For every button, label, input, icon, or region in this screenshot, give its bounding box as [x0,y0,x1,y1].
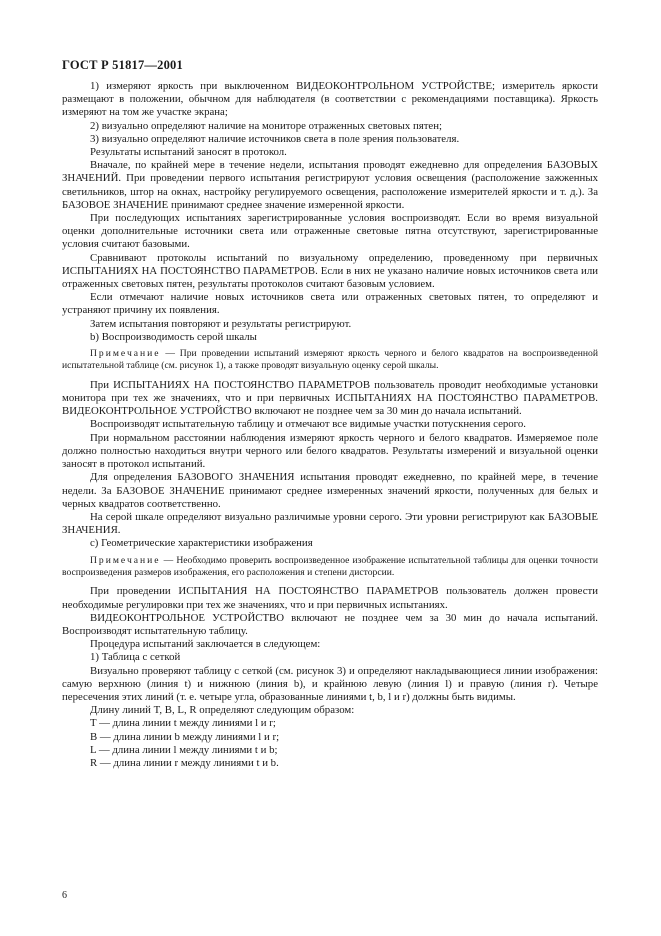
paragraph: При нормальном расстоянии наблюдения измеряют яркость черного и белого квадратов. Измеряемое поле должно полностью находиться внутри черного или белого квадратов. Результаты измерений и визуальной оценки заносят в протокол испытаний. [62,431,598,471]
note-label: Примечание [90,554,161,566]
list-heading: 1) Таблица с сеткой [90,651,181,664]
document-body [62,80,598,770]
paragraph: При проведении ИСПЫТАНИЯ НА ПОСТОЯНСТВО ПАРАМЕТРОВ пользователь должен провести необходимые регулировки при тех же значениях, что и при первичных испытаниях. [62,585,598,611]
paragraph: Сравнивают протоколы испытаний по визуальному определению, проведенному при первичных ИСПЫТАНИЯХ НА ПОСТОЯНСТВО ПАРАМЕТРОВ. Если в них не указано наличие новых источников света или отраженных световых пятен, результаты протоколов считают базовым условием. [62,251,598,291]
paragraph: Если отмечают наличие новых источников света или отраженных световых пятен, то определяют и устраняют причину их появления. [62,291,598,317]
paragraph: ВИДЕОКОНТРОЛЬНОЕ УСТРОЙСТВО включают не позднее чем за 30 мин до начала испытаний. Воспроизводят испытательную таблицу. [62,611,598,637]
paragraph: Визуально проверяют таблицу с сеткой (см. рисунок 3) и определяют накладывающиеся линии изображения: самую верхнюю (линия t) и нижнюю (линия b), и крайнюю левую (линия l) и правую (линия r). Четыре пересечения этих линий (т. е. четыре угла, образованные линиями t, b, l и r) должны быть видимы. [62,664,598,703]
paragraph: 3) визуально определяют наличие источников света в поле зрения пользователя. [90,132,460,145]
note [62,348,598,373]
definition-item: B — длина линии b между линиями l и r; [90,730,280,743]
paragraph: Процедура испытаний заключается в следующем: [90,638,321,651]
paragraph: На серой шкале определяют визуально различимые уровни серого. Эти уровни регистрируют как БАЗОВЫЕ ЗНАЧЕНИЯ. [62,510,598,537]
paragraph: Длину линий T, B, L, R определяют следующим образом: [90,704,355,717]
paragraph: Результаты испытаний заносят в протокол. [90,146,287,159]
paragraph: 2) визуально определяют наличие на мониторе отраженных световых пятен; [90,119,442,132]
note-text: — При проведении испытаний измеряют яркость черного и белого квадратов на воспроизведенной испытательной таблице (см. рисунок 1), а также проводят визуальную оценку серой шкалы. [62,348,598,372]
definition-item: T — длина линии t между линиями l и r; [90,717,276,730]
paragraph: При ИСПЫТАНИЯХ НА ПОСТОЯНСТВО ПАРАМЕТРОВ пользователь проводит необходимые установки монитора при тех же значениях, что и при первичных ИСПЫТАНИЯХ НА ПОСТОЯНСТВО ПАРАМЕТРОВ. ВИДЕОКОНТРОЛЬНОЕ УСТРОЙСТВО включают не позднее чем за 30 мин до начала испытаний. [62,378,598,418]
paragraph: При последующих испытаниях зарегистрированные условия воспроизводят. Если во время визуальной оценки дополнительные источники света или отраженные световые пятна отсутствуют, зарегистрированные условия считают базовыми. [62,212,598,251]
definition-item: L — длина линии l между линиями t и b; [90,743,278,756]
paragraph: Затем испытания повторяют и результаты регистрируют. [90,317,352,330]
note-label: Примечание [90,348,161,360]
note [62,555,598,580]
subsection-heading: b) Воспроизводимость серой шкалы [90,330,257,343]
paragraph: 1) измеряют яркость при выключенном ВИДЕОКОНТРОЛЬНОМ УСТРОЙСТВЕ; измеритель яркости размещают в положении, обычном для наблюдателя (в соответствии с рекомендациями поставщика). Яркость измеряют на том же участке экрана; [62,80,598,119]
definition-item: R — длина линии r между линиями t и b. [90,756,279,769]
page-number: 6 [62,890,67,901]
paragraph: Для определения БАЗОВОГО ЗНАЧЕНИЯ испытания проводят ежедневно, по крайней мере, в течение недели. За БАЗОВОЕ ЗНАЧЕНИЕ принимают среднее измеренных значений яркости, полученных для белых и черных квадратов соответственно. [62,471,598,510]
paragraph: Воспроизводят испытательную таблицу и отмечают все видимые участки потускнения серого. [90,418,526,431]
subsection-heading: c) Геометрические характеристики изображения [90,537,313,550]
paragraph: Вначале, по крайней мере в течение недели, испытания проводят ежедневно для определения БАЗОВЫХ ЗНАЧЕНИЙ. При проведении первого испытания регистрируют условия освещения (расположение зажженных светильников, штор на окнах, настройку регулируемого освещения, расположение измерителей яркости и т. д.). За БАЗОВОЕ ЗНАЧЕНИЕ принимают среднее значение измеренной яркости. [62,159,598,211]
standard-title: ГОСТ Р 51817—2001 [62,58,183,72]
note-text: — Необходимо проверить воспроизведенное изображение испытательной таблицы для оценки точности воспроизведения размеров изображения, его расположения и степени дисторсии. [62,554,598,578]
